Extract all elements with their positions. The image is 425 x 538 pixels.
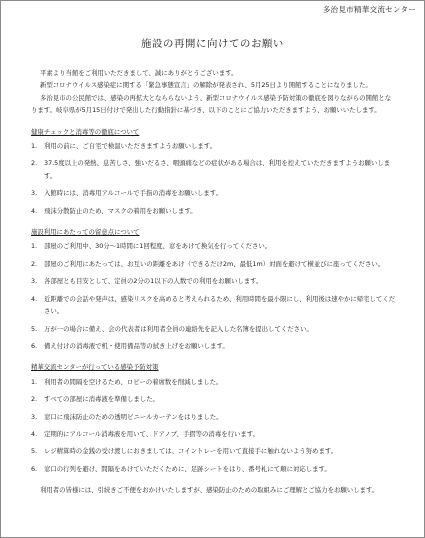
section-heading: 健康チェックと消毒等の徹底について — [31, 127, 140, 136]
section-facility-use — [31, 226, 396, 352]
item-text: 万が一の場合に備え、会の代表者は利用者全員の連絡先を記入した名簿を提出してください。 — [44, 324, 313, 333]
item-number: 5. — [31, 324, 38, 333]
item-text: レジ精算時の金銭の受け渡しにおきましては、コイントレーを用いて直接手に触れないよう努めます。 — [44, 447, 338, 456]
section-heading: 精華交流センターが行っている感染予防対策 — [31, 363, 159, 372]
list-item — [31, 240, 396, 252]
organization-name: 多治見市精華交流センター — [322, 5, 416, 14]
item-text: 利用の前に、ご自宅で検温いただきますようお願いします。 — [44, 142, 217, 151]
section-list — [31, 376, 396, 475]
item-text: 37.5度以上の発熱、息苦しさ、強いだるさ、咽頭痛などの症状がある場合は、利用を控えていただきますようお願いします。 — [44, 159, 391, 180]
intro — [31, 67, 396, 117]
item-number: 1. — [31, 377, 38, 386]
list-item — [31, 393, 396, 405]
section-health-check — [31, 126, 396, 217]
item-number: 4. — [31, 294, 38, 303]
list-item — [31, 157, 396, 182]
section-list — [31, 140, 396, 217]
list-item — [31, 376, 396, 388]
item-number: 6. — [31, 341, 38, 350]
intro-paragraph: 平素より当館をご利用いただきまして、誠にありがとうございます。 — [40, 69, 238, 77]
section-center-measures — [31, 361, 396, 475]
item-text: 入館時には、消毒用アルコールで手指の消毒をお願いします。 — [44, 189, 223, 198]
item-text: 定期的にアルコール消毒液を用いて、ドアノブ、手摺等の消毒を行います。 — [44, 429, 260, 438]
item-number: 4. — [31, 206, 38, 215]
item-number: 1. — [31, 242, 38, 251]
item-text: 部屋のご利用にあたっては、お互いの距離をあけ（できるだけ2m、最低1m）対面を避けて横並びに座ってください。 — [44, 259, 385, 268]
list-item — [31, 140, 396, 152]
list-item — [31, 187, 396, 199]
item-number: 3. — [31, 277, 38, 286]
item-text: 各部屋とも目安として、定員の2分の1以下の人数での利用をお願いします。 — [44, 277, 263, 286]
item-text: 部屋のご利用中、30分～1時間に1回程度、窓をあけて換気を行ってください。 — [44, 242, 272, 251]
list-item — [31, 445, 396, 457]
intro-paragraph: 新型コロナウイルス感染症に関する「緊急事態宣言」の解除が発表され、5月25日より開館することになりました。 — [40, 81, 372, 90]
section-heading: 施設利用にあたっての留意点について — [31, 228, 140, 237]
list-item — [31, 205, 396, 217]
item-number: 6. — [31, 464, 38, 473]
list-item — [31, 463, 396, 475]
item-number: 5. — [31, 447, 38, 456]
item-text: 利用者の間隔を空けるため、ロビーの着席数を削減しました。 — [44, 377, 223, 386]
closing-paragraph: 利用者の皆様には、引続きご不便をおかけいたしますが、感染防止のための取組みにご理解とご協力をお願いします。 — [40, 486, 379, 495]
list-item — [31, 340, 396, 352]
item-number: 4. — [31, 429, 38, 438]
item-number: 2. — [31, 395, 38, 404]
list-item — [31, 258, 396, 270]
list-item — [31, 293, 396, 318]
section-list — [31, 240, 396, 352]
item-text: 窓口の行列を避け、間隔をあけていただくために、足跡シートをはり、番号札にて順に対応します。 — [44, 464, 331, 473]
item-text: 近距離での会話や発声は、感染リスクを高めると考えられるため、利用時間を最小限にし、利用後は速やかに帰宅してください。 — [44, 294, 396, 316]
item-number: 1. — [31, 142, 38, 151]
item-number: 2. — [31, 259, 38, 268]
list-item — [31, 275, 396, 287]
list-item — [31, 428, 396, 440]
item-text: 窓口に飛沫防止のための透明ビニールカーテンをはりました。 — [44, 412, 223, 421]
item-text: 備え付けの消毒液で机・使用備品等の拭き上げをお願いします。 — [44, 341, 229, 350]
intro-paragraph: 多治見市の公民館では、感染の再拡大となららないよう、新型コロナウイルス感染予防対策の徹底を図りながらの開館となります。岐阜県が5月15日付けで発出した行動指針に基づき、以下のことにご協力いただきますよう、お願いいたします。 — [31, 93, 392, 115]
item-number: 3. — [31, 412, 38, 421]
list-item — [31, 411, 396, 423]
list-item — [31, 323, 396, 335]
item-text: 飛沫分散防止のため、マスクの着用をお願いします。 — [44, 206, 197, 215]
item-number: 3. — [31, 189, 38, 198]
document-title: 施設の再開に向けてのお願い — [141, 38, 284, 50]
document-body — [31, 67, 396, 503]
item-text: すべての部屋に消毒液を準備しました。 — [44, 395, 159, 404]
item-number: 2. — [31, 159, 38, 168]
